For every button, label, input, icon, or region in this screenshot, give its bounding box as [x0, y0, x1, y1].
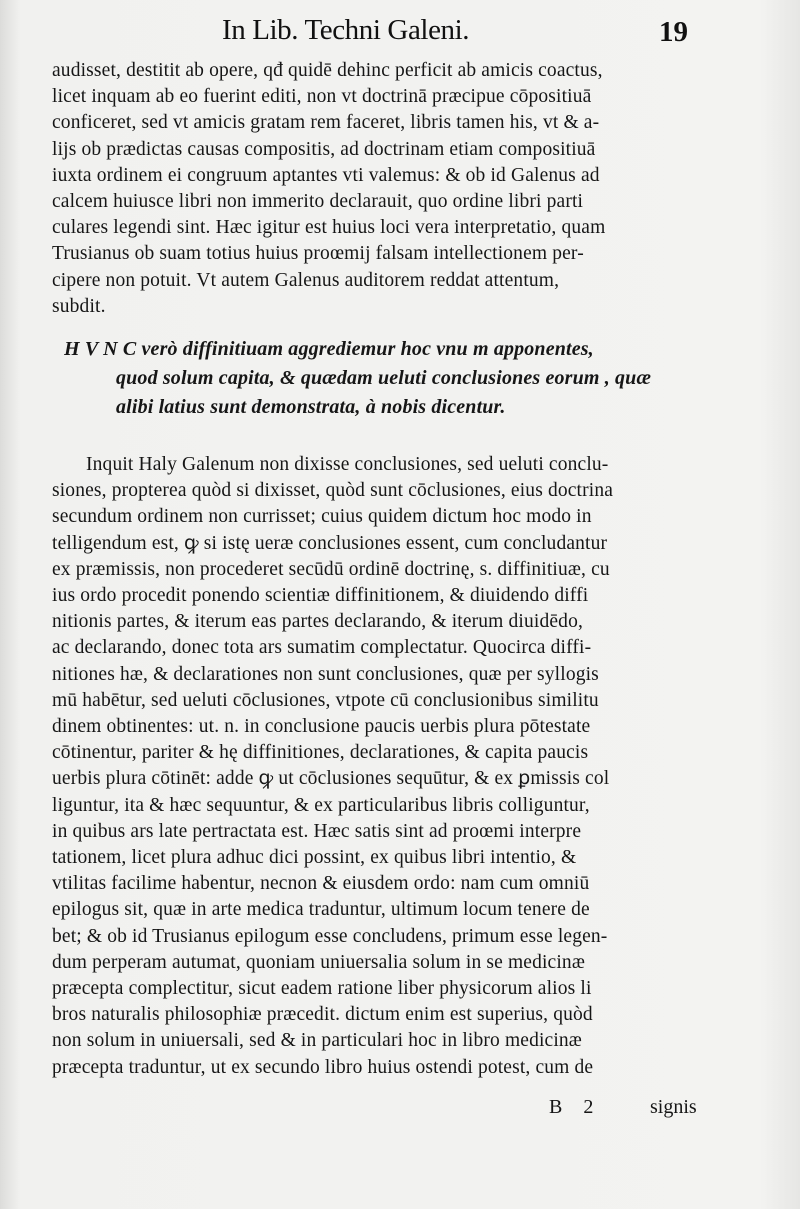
text-line: præcepta traduntur, ut ex secundo libro huius ostendi potest, cum de [52, 1056, 594, 1078]
text-line: dum perperam autumat, quoniam uniuersalia solum in se medicinæ [52, 951, 585, 973]
text-line: ius ordo procedit ponendo scientiæ diffinitionem, & diuidendo diffi [52, 585, 589, 607]
page-number: 19 [659, 16, 688, 48]
text-line: vtilitas facilime habentur, necnon & eiusdem ordo: nam cum omniū [52, 873, 590, 895]
signature-mark: B 2 [549, 1096, 602, 1118]
text-line: bros naturalis philosophiæ præcedit. dictum enim est superius, quòd [52, 1004, 593, 1026]
text-line: mū habētur, sed ueluti cōclusiones, vtpote cū conclusionibus similitu [52, 689, 599, 711]
text-line: bet; & ob id Trusianus epilogum esse concludens, primum esse legen- [52, 925, 608, 947]
text-line: epilogus sit, quæ in arte medica traduntur, ultimum locum tenere de [52, 899, 590, 921]
lemma-line: H V N C verò diffinitiuam aggrediemur hoc vnu m apponentes, [64, 338, 594, 360]
text-line: cōtinentur, pariter & hę diffinitiones, declarationes, & capita paucis [52, 742, 589, 764]
text-line: calcem huiusce libri non immerito declarauit, quo ordine libri parti [52, 191, 584, 213]
text-line: conficeret, sed vt amicis gratam rem faceret, libris tamen his, vt & a- [52, 112, 600, 134]
text-line: in quibus ars late pertractata est. Hæc satis sint ad proœmi interpre [52, 820, 582, 842]
page-footer [0, 1096, 800, 1124]
text-line: culares legendi sint. Hæc igitur est huius loci vera interpretatio, quam [52, 217, 606, 239]
commentary-paragraph-2 [52, 452, 706, 1081]
lemma-line: quod solum capita, & quædam ueluti conclusiones eorum , quæ [116, 367, 652, 389]
text-line: liguntur, ita & hæc sequuntur, & ex particularibus libris colliguntur, [52, 794, 590, 816]
text-line: licet inquam ab eo fuerint editi, non vt doctrinā præcipue cōpositiuā [52, 86, 592, 108]
commentary-paragraph-1 [52, 58, 706, 320]
text-line: tationem, licet plura adhuc dici possint, ex quibus libri intentio, & [52, 847, 577, 869]
text-line: cipere non potuit. Vt autem Galenus auditorem reddat attentum, [52, 269, 560, 291]
running-head: In Lib. Techni Galeni. [222, 14, 470, 46]
text-line: audisset, destitit ab opere, qđ quidē dehinc perficit ab amicis coactus, [52, 60, 603, 81]
text-line: nitionis partes, & iterum eas partes declarando, & iterum diuidēdo, [52, 611, 583, 633]
text-line: ex præmissis, non procederet secūdū ordinē doctrinę, s. diffinitiuæ, cu [52, 558, 610, 580]
text-line: Inquit Haly Galenum non dixisse conclusiones, sed ueluti conclu- [86, 454, 609, 475]
text-line: præcepta complectitur, sicut eadem ratione liber physicorum alios li [52, 978, 592, 1000]
text-line: dinem obtinentes: ut. n. in conclusione paucis uerbis plura pōtestate [52, 716, 591, 738]
catchword: signis [650, 1096, 697, 1118]
text-line: uerbis plura cōtinēt: adde ꝙ ut cōclusiones sequūtur, & ex ꝑmissis col [52, 768, 610, 790]
text-line: Trusianus ob suam totius huius proœmij falsam intellectionem per- [52, 243, 584, 265]
text-line: nitiones hæ, & declarationes non sunt conclusiones, quæ per syllogis [52, 663, 599, 685]
text-line: siones, propterea quòd si dixisset, quòd sunt cōclusiones, eius doctrina [52, 480, 614, 502]
text-line: secundum ordinem non currisset; cuius quidem dictum hoc modo in [52, 506, 592, 528]
galen-lemma [64, 335, 714, 422]
text-line: telligendum est, ꝙ si istę ueræ conclusiones essent, cum concludantur [52, 532, 608, 554]
text-line: ac declarando, donec tota ars sumatim complectatur. Quocirca diffi- [52, 637, 592, 659]
text-line: subdit. [52, 295, 106, 317]
text-line: lijs ob prædictas causas compositis, ad doctrinam etiam compositiuā [52, 138, 596, 160]
lemma-line: alibi latius sunt demonstrata, à nobis dicentur. [116, 396, 506, 418]
text-line: non solum in uniuersali, sed & in particulari hoc in libro medicinæ [52, 1030, 582, 1052]
text-line: iuxta ordinem ei congruum aptantes vti valemus: & ob id Galenus ad [52, 164, 600, 186]
page-header [0, 14, 800, 54]
